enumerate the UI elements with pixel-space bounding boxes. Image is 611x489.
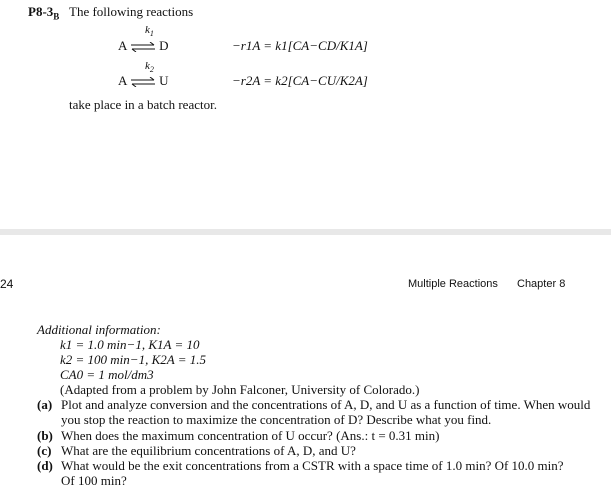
equilibrium-arrow-icon [130,77,156,87]
problem-panel [0,0,611,229]
question-label: (c) [37,443,52,458]
question-b [37,428,53,444]
species-a: A [118,38,127,53]
parameter-line-2: k2 = 100 min−1, K2A = 1.5 [60,352,206,367]
question-d-text-1: What would be the exit concentrations from a CSTR with a space time of 1.0 min? Of 10.0 min? [61,458,564,473]
problem-number: $P8-3_B$ [28,4,60,22]
question-label: (d) [37,458,53,473]
reaction-2 [118,73,169,89]
page-number: 24 [0,277,14,291]
rate-constant-k2: $k_2$ [145,60,154,75]
question-b-text: When does the maximum concentration of U occur? (Ans.: t = 0.31 min) [61,428,440,443]
species-a: A [118,73,127,88]
question-a-text-1: Plot and analyze conversion and the concentrations of A, D, and U as a function of time. When would [61,397,591,412]
rate-constant-k1: $k_1$ [145,24,154,39]
question-c-text: What are the equilibrium concentrations of A, D, and U? [61,443,356,458]
rate-law-2: −r2A = k2[CA−CU/K2A] [232,73,368,88]
running-header-section: Multiple Reactions [408,278,498,290]
question-label: (a) [37,397,53,412]
question-d-text-2: Of 100 min? [61,473,127,488]
adapted-note: (Adapted from a problem by John Falconer, University of Colorado.) [60,382,420,397]
parameter-line-1: k1 = 1.0 min−1, K1A = 10 [60,337,200,352]
reaction-1 [118,38,169,54]
question-a-text-2: you stop the reaction to maximize the concentration of D? Describe what you find. [61,412,492,427]
species-d: D [159,38,169,53]
parameter-line-3: CA0 = 1 mol/dm3 [60,367,154,382]
equilibrium-arrow-icon [130,42,156,52]
running-header-chapter: Chapter 8 [517,278,566,290]
continued-page [0,235,611,486]
question-d [37,458,53,474]
rate-law-1: −r1A = k1[CA−CD/K1A] [232,38,368,53]
species-u: U [159,73,169,88]
question-a [37,397,52,413]
problem-intro: The following reactions [69,4,194,19]
question-label: (b) [37,428,53,443]
question-c [37,443,51,459]
additional-info-title: Additional information: [37,322,161,337]
problem-closing: take place in a batch reactor. [69,97,217,112]
